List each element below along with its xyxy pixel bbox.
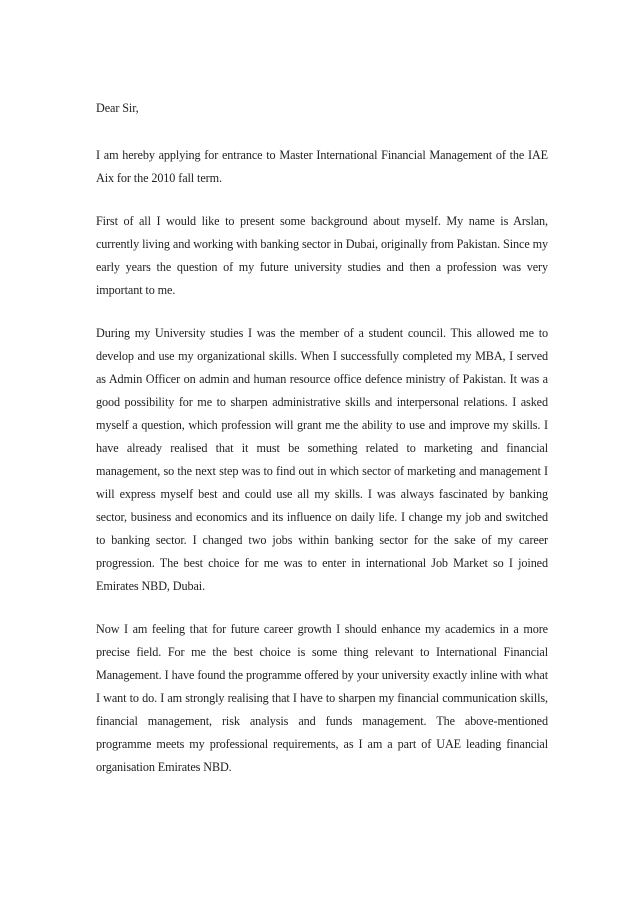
paragraph-experience: During my University studies I was the member of a student council. This allowed me to develop and use my organizational skills. When I successfully completed my MBA, I served as Admin Officer on admin and human resource office defence ministry of Pakistan. It was a good possibility for me to sharpen administrative skills and interpersonal relations. I asked myself a question, which profession will grant me the ability to use and improve my skills. I have already realised that it must be something related to marketing and financial management, so the next step was to find out in which sector of marketing and management I will express myself best and could use all my skills. I was always fascinated by banking sector, business and economics and its influence on daily life. I change my job and switched to banking sector. I changed two jobs within banking sector for the sake of my career progression. The best choice for me was to enter in international Job Market so I joined Emirates NBD, Dubai. bbox=[96, 326, 548, 593]
paragraph-application: I am hereby applying for entrance to Master International Financial Management of the IAE Aix for the 2010 fall term. bbox=[96, 148, 548, 185]
letter-body bbox=[96, 97, 548, 779]
paragraph-motivation: Now I am feeling that for future career growth I should enhance my academics in a more precise field. For me the best choice is some thing relevant to International Financial Management. I have found the programme offered by your university exactly inline with what I want to do. I am strongly realising that I have to sharpen my financial communication skills, financial management, risk analysis and funds management. The above-mentioned programme meets my professional requirements, as I am a part of UAE leading financial organisation Emirates NBD. bbox=[96, 622, 548, 774]
salutation: Dear Sir, bbox=[96, 101, 139, 115]
paragraph-background: First of all I would like to present some background about myself. My name is Arslan, currently living and working with banking sector in Dubai, originally from Pakistan. Since my early years the question of my future university studies and then a profession was very important to me. bbox=[96, 214, 548, 297]
